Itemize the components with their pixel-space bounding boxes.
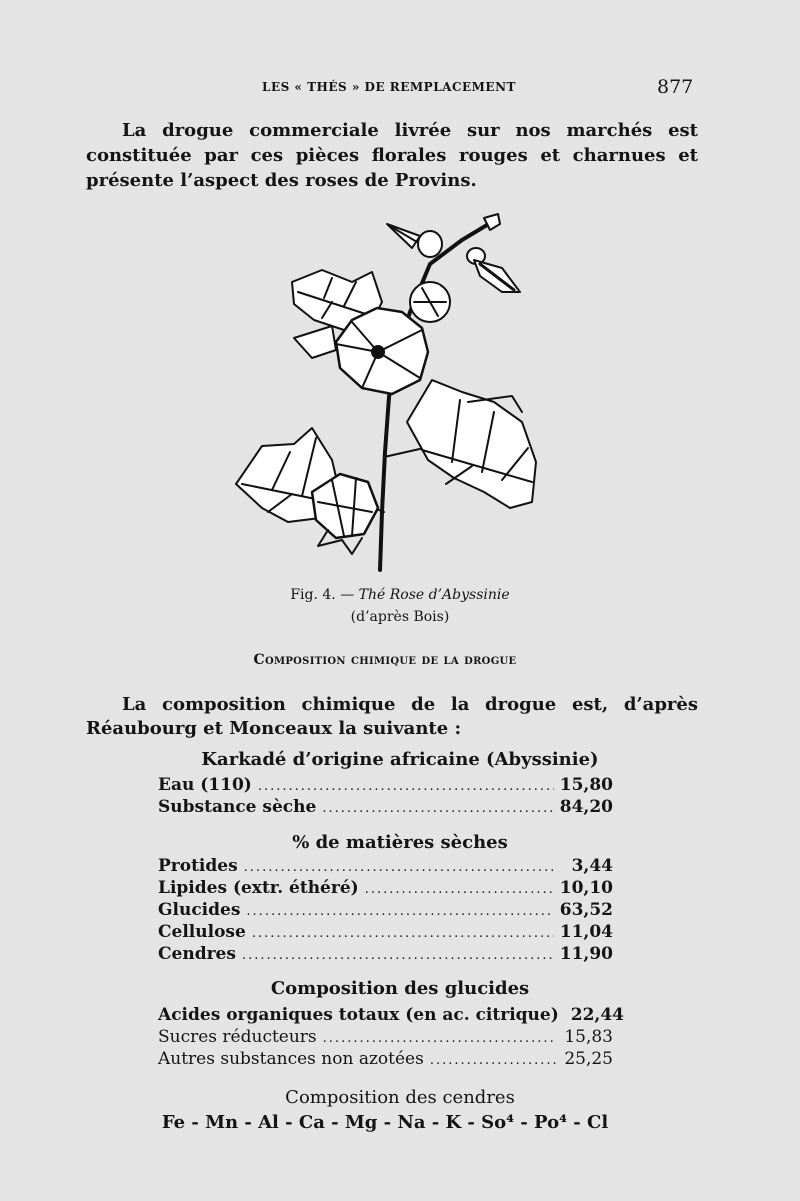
leader-dots <box>323 1031 557 1046</box>
row-value: 15,80 <box>559 775 613 795</box>
row-label: Eau (110) <box>158 775 252 795</box>
row-value: 84,20 <box>559 797 613 817</box>
page-number: 877 <box>657 76 694 98</box>
row-value: 15,83 <box>564 1027 613 1047</box>
table-row <box>158 922 613 944</box>
section-title: Composition chimique de la drogue <box>253 652 517 668</box>
table-row <box>158 856 613 878</box>
row-value: 63,52 <box>559 900 613 920</box>
row-value: 22,44 <box>570 1005 624 1025</box>
running-head: LES « THÉS » DE REMPLACEMENT <box>262 80 516 94</box>
row-label: Cendres <box>158 944 236 964</box>
body-paragraph: La composition chimique de la drogue est, d’après Réaubourg et Monceaux la suivante : <box>86 694 698 739</box>
leader-dots <box>430 1053 557 1068</box>
row-label: Glucides <box>158 900 241 920</box>
leader-dots <box>322 801 553 816</box>
table-row <box>158 1049 613 1071</box>
table-4-heading: Composition des cendres <box>285 1087 515 1108</box>
table-1-heading: Karkadé d’origine africaine (Abyssinie) <box>201 749 599 770</box>
leader-dots <box>365 882 554 897</box>
table-2 <box>158 856 613 966</box>
row-label: Substance sèche <box>158 797 317 817</box>
table-2-heading: % de matières sèches <box>292 832 508 853</box>
row-value: 3,44 <box>571 856 613 876</box>
leader-dots <box>252 926 554 941</box>
row-value: 11,04 <box>559 922 613 942</box>
table-row <box>158 878 613 900</box>
row-label: Lipides (extr. éthéré) <box>158 878 359 898</box>
row-label: Cellulose <box>158 922 246 942</box>
table-row <box>158 944 613 966</box>
row-value: 25,25 <box>564 1049 613 1069</box>
figure-title: Thé Rose d’Abyssinie <box>358 587 510 603</box>
plant-illustration <box>232 212 542 572</box>
leader-dots <box>258 779 554 794</box>
figure-source: (d’après Bois) <box>350 609 450 625</box>
table-3-heading: Composition des glucides <box>270 978 530 999</box>
table-row <box>158 900 613 922</box>
figure-caption <box>0 584 800 628</box>
row-label: Protides <box>158 856 238 876</box>
leader-dots <box>246 904 553 919</box>
ash-elements: Fe - Mn - Al - Ca - Mg - Na - K - So⁴ - Po⁴ - Cl <box>161 1112 609 1133</box>
row-value: 10,10 <box>559 878 613 898</box>
row-value: 11,90 <box>559 944 613 964</box>
figure-number: Fig. 4. — <box>290 587 359 603</box>
table-row <box>158 797 613 819</box>
table-3 <box>158 1005 624 1071</box>
table-row <box>158 1027 613 1049</box>
row-label: Autres substances non azotées <box>158 1049 424 1069</box>
table-1 <box>158 775 613 819</box>
row-label: Sucres réducteurs <box>158 1027 317 1047</box>
leader-dots <box>244 860 557 875</box>
intro-paragraph: La drogue commerciale livrée sur nos marchés est constituée par ces pièces florales rouges et charnues et présente l’aspect des roses de Provins. <box>86 120 698 191</box>
leader-dots <box>242 948 554 963</box>
figure-caption-line-1 <box>0 584 800 606</box>
table-row <box>158 1005 624 1027</box>
table-row <box>158 775 613 797</box>
row-label: Acides organiques totaux (en ac. citrique) <box>158 1005 559 1025</box>
